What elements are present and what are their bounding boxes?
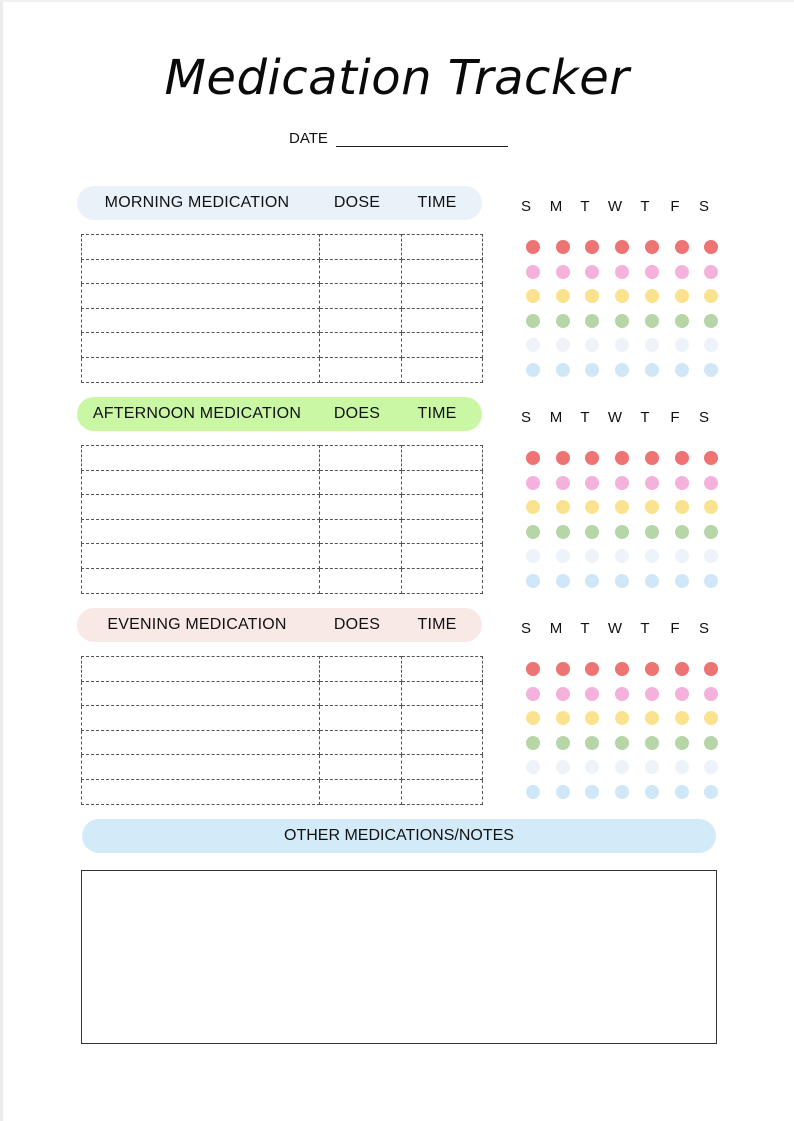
tracker-dot[interactable] — [585, 240, 599, 254]
tracker-dot[interactable] — [556, 240, 570, 254]
medication-cell[interactable] — [82, 357, 320, 382]
time-cell[interactable] — [402, 284, 483, 309]
weekday-label: F — [670, 620, 680, 637]
tracker-dot[interactable] — [526, 549, 540, 563]
tracker-dot[interactable] — [526, 363, 540, 377]
page-edge-top — [0, 0, 794, 2]
weekday-label: M — [549, 409, 563, 426]
tracker-dot[interactable] — [615, 574, 629, 588]
medication-cell[interactable] — [82, 755, 320, 780]
tracker-dot[interactable] — [526, 314, 540, 328]
medication-cell[interactable] — [82, 544, 320, 569]
weekday-label: T — [640, 409, 650, 426]
tracker-dot[interactable] — [556, 785, 570, 799]
afternoon-weekday-header — [512, 409, 722, 429]
tracker-dot[interactable] — [675, 451, 689, 465]
tracker-dot[interactable] — [556, 265, 570, 279]
tracker-dot[interactable] — [585, 451, 599, 465]
medication-cell[interactable] — [82, 657, 320, 682]
tracker-dot[interactable] — [615, 711, 629, 725]
tracker-dot[interactable] — [585, 265, 599, 279]
tracker-dot[interactable] — [526, 338, 540, 352]
weekday-label: F — [670, 409, 680, 426]
page-edge — [0, 0, 3, 1121]
table-row — [82, 308, 483, 333]
afternoon-dose-label: DOES — [333, 405, 381, 422]
tracker-dot[interactable] — [645, 574, 659, 588]
dose-cell[interactable] — [320, 259, 402, 284]
evening-section-header — [77, 608, 482, 642]
tracker-dot[interactable] — [675, 662, 689, 676]
tracker-dot[interactable] — [615, 500, 629, 514]
tracker-dot[interactable] — [645, 363, 659, 377]
weekday-label: W — [607, 198, 623, 215]
table-row — [82, 681, 483, 706]
weekday-label: W — [607, 409, 623, 426]
evening-section-title: EVENING MEDICATION — [107, 616, 287, 633]
medication-cell[interactable] — [82, 446, 320, 471]
medication-cell[interactable] — [82, 235, 320, 260]
tracker-dot[interactable] — [615, 451, 629, 465]
table-row — [82, 519, 483, 544]
evening-medication-table — [81, 656, 483, 805]
morning-section-title: MORNING MEDICATION — [104, 194, 290, 211]
tracker-dot[interactable] — [675, 687, 689, 701]
tracker-dot[interactable] — [585, 289, 599, 303]
tracker-dot[interactable] — [526, 500, 540, 514]
tracker-dot[interactable] — [704, 662, 718, 676]
evening-table-body — [82, 657, 483, 805]
table-row — [82, 333, 483, 358]
tracker-dot[interactable] — [675, 338, 689, 352]
tracker-dot[interactable] — [585, 549, 599, 563]
tracker-dot[interactable] — [585, 338, 599, 352]
tracker-dot[interactable] — [526, 476, 540, 490]
dose-cell[interactable] — [320, 544, 402, 569]
time-cell[interactable] — [402, 779, 483, 804]
medication-cell[interactable] — [82, 495, 320, 520]
tracker-dot[interactable] — [704, 525, 718, 539]
morning-weekday-header — [512, 198, 722, 218]
tracker-dot[interactable] — [526, 711, 540, 725]
tracker-dot[interactable] — [556, 500, 570, 514]
tracker-dot[interactable] — [675, 711, 689, 725]
tracker-dot[interactable] — [675, 525, 689, 539]
dose-cell[interactable] — [320, 235, 402, 260]
tracker-dot[interactable] — [645, 711, 659, 725]
time-cell[interactable] — [402, 544, 483, 569]
morning-table-body — [82, 235, 483, 383]
tracker-dot[interactable] — [704, 289, 718, 303]
afternoon-section-title: AFTERNOON MEDICATION — [92, 405, 302, 422]
tracker-dot[interactable] — [675, 574, 689, 588]
tracker-dot[interactable] — [645, 687, 659, 701]
date-row — [289, 130, 508, 147]
tracker-dot[interactable] — [675, 500, 689, 514]
tracker-dot[interactable] — [675, 476, 689, 490]
tracker-dot[interactable] — [704, 760, 718, 774]
tracker-dot[interactable] — [556, 451, 570, 465]
table-row — [82, 706, 483, 731]
tracker-dot[interactable] — [615, 785, 629, 799]
tracker-dot[interactable] — [585, 500, 599, 514]
medication-cell[interactable] — [82, 519, 320, 544]
dose-cell[interactable] — [320, 779, 402, 804]
tracker-dot[interactable] — [704, 500, 718, 514]
tracker-dot[interactable] — [526, 240, 540, 254]
tracker-dot[interactable] — [645, 240, 659, 254]
time-cell[interactable] — [402, 755, 483, 780]
tracker-dot[interactable] — [556, 338, 570, 352]
table-row — [82, 235, 483, 260]
date-label: DATE — [289, 130, 328, 147]
weekday-label: S — [520, 198, 531, 215]
tracker-dot[interactable] — [556, 687, 570, 701]
table-row — [82, 730, 483, 755]
tracker-dot[interactable] — [556, 363, 570, 377]
tracker-dot[interactable] — [585, 760, 599, 774]
tracker-dot[interactable] — [675, 760, 689, 774]
time-cell[interactable] — [402, 495, 483, 520]
tracker-dot[interactable] — [704, 549, 718, 563]
tracker-dot[interactable] — [556, 289, 570, 303]
tracker-dot[interactable] — [615, 363, 629, 377]
afternoon-medication-table — [81, 445, 483, 594]
tracker-dot[interactable] — [675, 736, 689, 750]
dose-cell[interactable] — [320, 519, 402, 544]
dose-cell[interactable] — [320, 730, 402, 755]
tracker-dot[interactable] — [615, 240, 629, 254]
morning-section-header — [77, 186, 482, 220]
time-cell[interactable] — [402, 446, 483, 471]
notes-box[interactable] — [81, 870, 717, 1044]
dose-cell[interactable] — [320, 357, 402, 382]
tracker-dot[interactable] — [585, 687, 599, 701]
tracker-dot[interactable] — [704, 363, 718, 377]
table-row — [82, 568, 483, 593]
tracker-dot[interactable] — [645, 338, 659, 352]
tracker-dot[interactable] — [526, 289, 540, 303]
weekday-label: S — [698, 409, 709, 426]
weekday-label: T — [580, 198, 590, 215]
tracker-dot[interactable] — [645, 314, 659, 328]
dose-cell[interactable] — [320, 755, 402, 780]
tracker-dot[interactable] — [556, 525, 570, 539]
tracker-dot[interactable] — [556, 711, 570, 725]
weekday-label: S — [520, 620, 531, 637]
weekday-label: S — [520, 409, 531, 426]
tracker-dot[interactable] — [526, 265, 540, 279]
tracker-dot[interactable] — [615, 687, 629, 701]
table-row — [82, 470, 483, 495]
tracker-dot[interactable] — [556, 760, 570, 774]
tracker-dot[interactable] — [585, 314, 599, 328]
time-cell[interactable] — [402, 259, 483, 284]
tracker-dot[interactable] — [556, 549, 570, 563]
table-row — [82, 657, 483, 682]
weekday-label: S — [698, 620, 709, 637]
weekday-label: M — [549, 198, 563, 215]
tracker-dot[interactable] — [526, 736, 540, 750]
table-row — [82, 544, 483, 569]
weekday-label: M — [549, 620, 563, 637]
medication-cell[interactable] — [82, 681, 320, 706]
tracker-dot[interactable] — [645, 500, 659, 514]
tracker-dot[interactable] — [585, 662, 599, 676]
time-cell[interactable] — [402, 568, 483, 593]
morning-dose-label: DOSE — [333, 194, 381, 211]
tracker-dot[interactable] — [675, 265, 689, 279]
dose-cell[interactable] — [320, 568, 402, 593]
tracker-dot[interactable] — [585, 574, 599, 588]
tracker-dot[interactable] — [645, 760, 659, 774]
time-cell[interactable] — [402, 357, 483, 382]
tracker-dot[interactable] — [526, 760, 540, 774]
tracker-dot[interactable] — [556, 314, 570, 328]
tracker-dot[interactable] — [615, 476, 629, 490]
weekday-label: T — [640, 620, 650, 637]
time-cell[interactable] — [402, 730, 483, 755]
medication-cell[interactable] — [82, 308, 320, 333]
evening-time-label: TIME — [417, 616, 457, 633]
tracker-dot[interactable] — [704, 314, 718, 328]
date-field[interactable] — [336, 130, 508, 147]
tracker-dot[interactable] — [615, 662, 629, 676]
tracker-dot[interactable] — [615, 265, 629, 279]
tracker-dot[interactable] — [585, 476, 599, 490]
tracker-dot[interactable] — [645, 476, 659, 490]
weekday-label: S — [698, 198, 709, 215]
dose-cell[interactable] — [320, 446, 402, 471]
table-row — [82, 779, 483, 804]
weekday-label: T — [640, 198, 650, 215]
tracker-dot[interactable] — [645, 549, 659, 563]
tracker-dot[interactable] — [615, 289, 629, 303]
medication-cell[interactable] — [82, 259, 320, 284]
tracker-dot[interactable] — [526, 451, 540, 465]
tracker-dot[interactable] — [704, 574, 718, 588]
afternoon-section-header — [77, 397, 482, 431]
tracker-dot[interactable] — [704, 736, 718, 750]
tracker-dot[interactable] — [675, 289, 689, 303]
tracker-dot[interactable] — [615, 736, 629, 750]
dose-cell[interactable] — [320, 657, 402, 682]
dose-cell[interactable] — [320, 333, 402, 358]
time-cell[interactable] — [402, 308, 483, 333]
tracker-dot[interactable] — [645, 736, 659, 750]
tracker-dot[interactable] — [704, 476, 718, 490]
tracker-dot[interactable] — [526, 662, 540, 676]
page-title: Medication Tracker — [164, 50, 630, 106]
table-row — [82, 284, 483, 309]
dose-cell[interactable] — [320, 706, 402, 731]
tracker-dot[interactable] — [675, 549, 689, 563]
table-row — [82, 495, 483, 520]
time-cell[interactable] — [402, 519, 483, 544]
weekday-label: W — [607, 620, 623, 637]
tracker-dot[interactable] — [585, 785, 599, 799]
table-row — [82, 446, 483, 471]
tracker-dot[interactable] — [615, 338, 629, 352]
tracker-dot[interactable] — [585, 525, 599, 539]
dose-cell[interactable] — [320, 495, 402, 520]
tracker-dot[interactable] — [615, 314, 629, 328]
tracker-dot[interactable] — [645, 525, 659, 539]
tracker-dot[interactable] — [585, 736, 599, 750]
time-cell[interactable] — [402, 657, 483, 682]
table-row — [82, 755, 483, 780]
time-cell[interactable] — [402, 470, 483, 495]
dose-cell[interactable] — [320, 308, 402, 333]
tracker-dot[interactable] — [704, 785, 718, 799]
table-row — [82, 259, 483, 284]
time-cell[interactable] — [402, 706, 483, 731]
dose-cell[interactable] — [320, 681, 402, 706]
medication-cell[interactable] — [82, 706, 320, 731]
medication-cell[interactable] — [82, 779, 320, 804]
tracker-dot[interactable] — [704, 240, 718, 254]
tracker-dot[interactable] — [704, 451, 718, 465]
tracker-dot[interactable] — [615, 760, 629, 774]
tracker-dot[interactable] — [704, 265, 718, 279]
tracker-dot[interactable] — [556, 476, 570, 490]
notes-header: OTHER MEDICATIONS/NOTES — [82, 819, 716, 853]
time-cell[interactable] — [402, 235, 483, 260]
tracker-dot[interactable] — [585, 711, 599, 725]
tracker-dot[interactable] — [526, 687, 540, 701]
tracker-dot[interactable] — [556, 574, 570, 588]
tracker-dot[interactable] — [645, 451, 659, 465]
tracker-dot[interactable] — [704, 338, 718, 352]
tracker-dot[interactable] — [585, 363, 599, 377]
tracker-dot[interactable] — [615, 525, 629, 539]
morning-time-label: TIME — [417, 194, 457, 211]
medication-cell[interactable] — [82, 284, 320, 309]
tracker-dot[interactable] — [526, 785, 540, 799]
tracker-dot[interactable] — [704, 711, 718, 725]
weekday-label: T — [580, 409, 590, 426]
tracker-dot[interactable] — [526, 574, 540, 588]
evening-weekday-header — [512, 620, 722, 640]
afternoon-time-label: TIME — [417, 405, 457, 422]
tracker-dot[interactable] — [615, 549, 629, 563]
tracker-dot[interactable] — [675, 240, 689, 254]
tracker-dot[interactable] — [675, 363, 689, 377]
medication-cell[interactable] — [82, 470, 320, 495]
table-row — [82, 357, 483, 382]
tracker-dot[interactable] — [526, 525, 540, 539]
afternoon-table-body — [82, 446, 483, 594]
medication-cell[interactable] — [82, 333, 320, 358]
morning-medication-table — [81, 234, 483, 383]
tracker-dot[interactable] — [675, 314, 689, 328]
time-cell[interactable] — [402, 681, 483, 706]
dose-cell[interactable] — [320, 284, 402, 309]
weekday-label: T — [580, 620, 590, 637]
tracker-dot[interactable] — [645, 265, 659, 279]
tracker-dot[interactable] — [645, 785, 659, 799]
tracker-dot[interactable] — [704, 687, 718, 701]
tracker-dot[interactable] — [556, 662, 570, 676]
evening-dose-label: DOES — [333, 616, 381, 633]
tracker-dot[interactable] — [645, 289, 659, 303]
time-cell[interactable] — [402, 333, 483, 358]
tracker-dot[interactable] — [675, 785, 689, 799]
dose-cell[interactable] — [320, 470, 402, 495]
medication-cell[interactable] — [82, 568, 320, 593]
tracker-dot[interactable] — [556, 736, 570, 750]
medication-cell[interactable] — [82, 730, 320, 755]
weekday-label: F — [670, 198, 680, 215]
tracker-dot[interactable] — [645, 662, 659, 676]
